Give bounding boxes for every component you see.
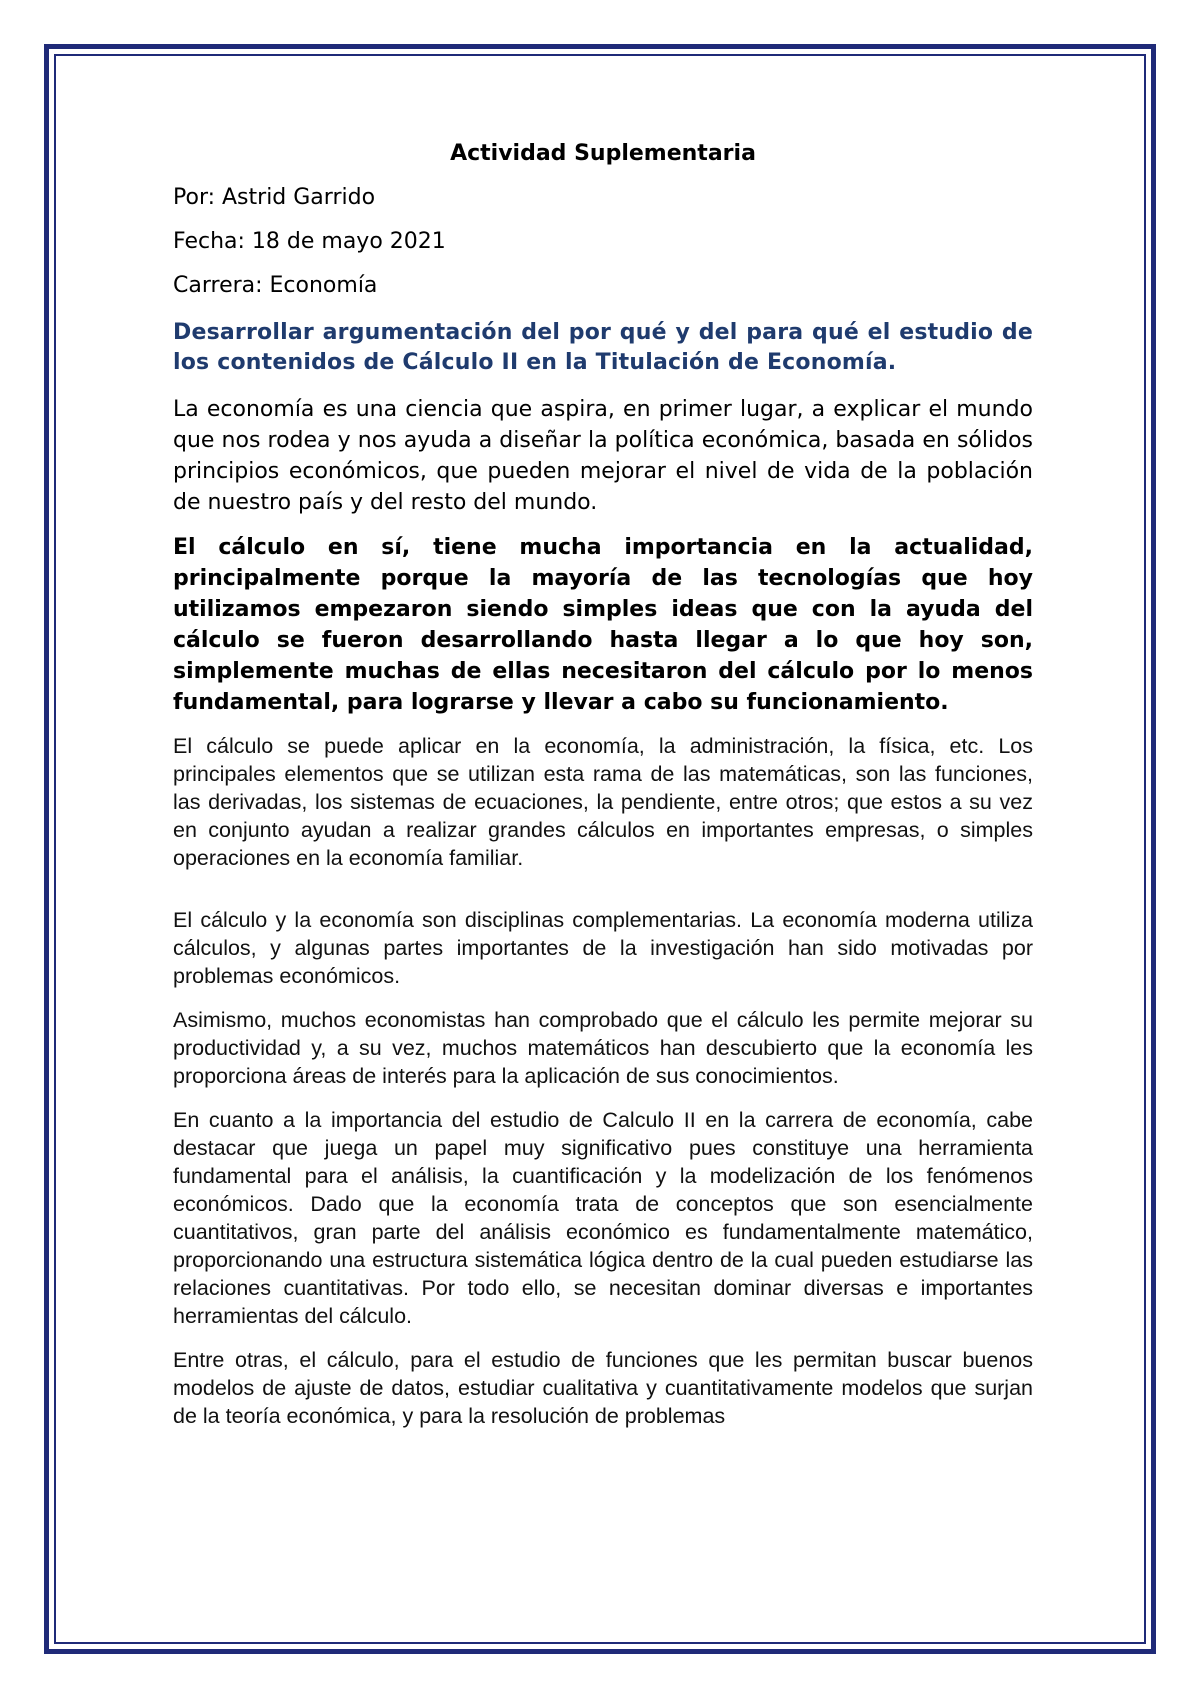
document-title: Actividad Suplementaria <box>450 141 756 166</box>
date-line: Fecha: 18 de mayo 2021 <box>173 229 446 254</box>
paragraph-5: Asimismo, muchos economistas han comprobado que el cálculo les permite mejorar su productividad y, a su vez, muchos matemáticos han descubierto que la economía les proporciona áreas de interés para la aplicación de sus conocimientos. <box>173 1008 1033 1088</box>
paragraph-2: El cálculo en sí, tiene mucha importancia en la actualidad, principalmente porque la mayoría de las tecnologías que hoy utilizamos empezaron siendo simples ideas que con la ayuda del cálculo se fueron desarrollando hasta llegar a lo que hoy son, simplemente muchas de ellas necesitaron del cálculo por lo menos fundamental, para lograrse y llevar a cabo su funcionamiento. <box>173 535 1033 715</box>
career-line: Carrera: Economía <box>173 273 378 298</box>
document-body <box>173 140 1033 1446</box>
paragraph-3: El cálculo se puede aplicar en la economía, la administración, la física, etc. Los principales elementos que se utilizan esta rama de las matemáticas, son las funciones, las derivadas, los sistemas de ecuaciones, la pendiente, entre otros; que estos a su vez en conjunto ayudan a realizar grandes cálculos en importantes empresas, o simples operaciones en la economía familiar. <box>173 734 1033 870</box>
paragraph-7: Entre otras, el cálculo, para el estudio de funciones que les permitan buscar buenos modelos de ajuste de datos, estudiar cualitativa y cuantitativamente modelos que surjan de la teoría económica, y para la resolución de problemas <box>173 1348 1033 1428</box>
paragraph-6: En cuanto a la importancia del estudio de Calculo II en la carrera de economía, cabe destacar que juega un papel muy significativo pues constituye una herramienta fundamental para el análisis, la cuantificación y la modelización de los fenómenos económicos. Dado que la economía trata de conceptos que son esencialmente cuantitativos, gran parte del análisis económico es fundamentalmente matemático, proporcionando una estructura sistemática lógica dentro de la cual pueden estudiarse las relaciones cuantitativas. Por todo ello, se necesitan dominar diversas e importantes herramientas del cálculo. <box>173 1108 1033 1328</box>
assignment-heading: Desarrollar argumentación del por qué y del para qué el estudio de los contenidos de Cálculo II en la Titulación de Economía. <box>173 320 1033 375</box>
author-line: Por: Astrid Garrido <box>173 185 376 210</box>
paragraph-1: La economía es una ciencia que aspira, en primer lugar, a explicar el mundo que nos rodea y nos ayuda a diseñar la política económica, basada en sólidos principios económicos, que pueden mejorar el nivel de vida de la población de nuestro país y del resto del mundo. <box>173 397 1033 515</box>
paragraph-gap <box>173 888 1033 906</box>
paragraph-4: El cálculo y la economía son disciplinas complementarias. La economía moderna utiliza cálculos, y algunas partes importantes de la investigación han sido motivadas por problemas económicos. <box>173 908 1033 988</box>
